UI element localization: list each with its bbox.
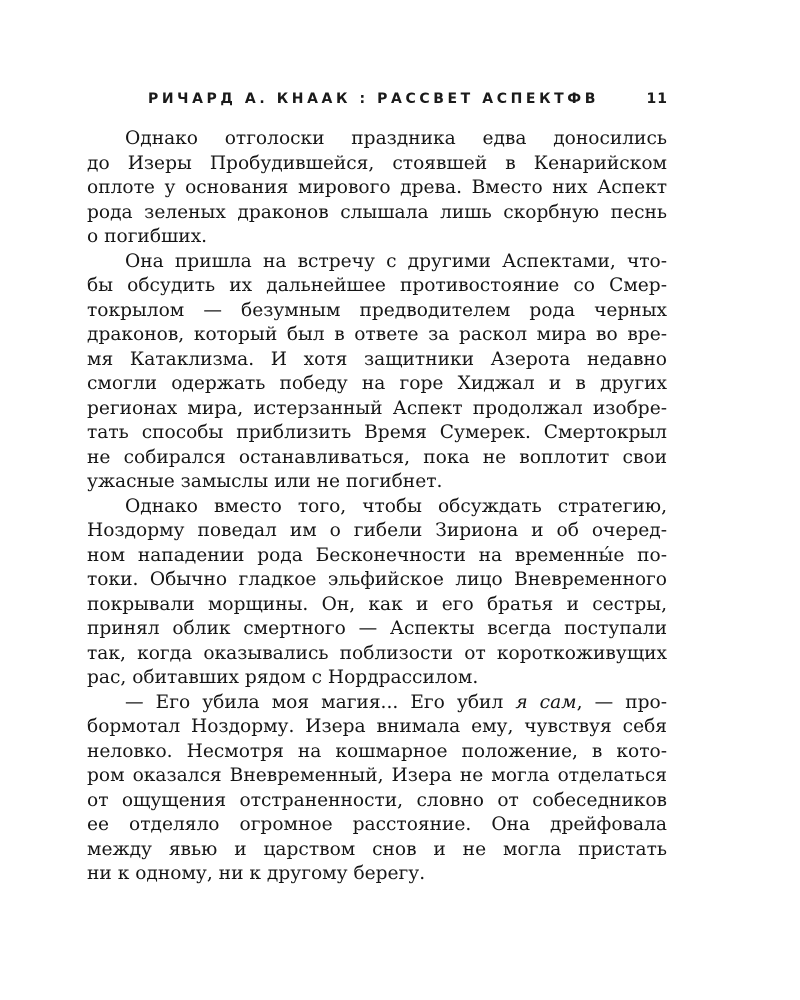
text-line: регионах мира, истерзанный Аспект продолжал изобре- [87,397,667,419]
text-segment: , — про- [576,691,668,713]
text-line: о погибших. [87,226,208,247]
text-line: бормотал Ноздорму. Изера внимала ему, чувствуя себя [87,716,667,737]
text-line: рас, обитавших рядом с Нордрассилом. [87,667,479,688]
text-line: ужасные замыслы или не погибнет. [87,471,443,492]
text-line: Ноздорму поведал им о гибели Зириона и об очеред- [87,520,667,541]
text-line: ее отделяло огромное расстояние. Она дрейфовала [87,814,667,835]
text-line: драконов, который был в ответе за раскол мира во вре- [87,324,667,345]
text-line: между явью и царством снов и не могла пристать [87,838,667,860]
paragraph-4 [87,691,667,887]
text-line: ром оказался Вневременный, Изера не могла отделаться [87,765,667,786]
text-line: принял облик смертного — Аспекты всегда поступали [87,618,667,639]
paragraph-1 [87,127,667,250]
running-title: РИЧАРД А. КНААК : РАССВЕТ АСПЕКТФВ [148,91,600,107]
text-line: так, когда оказывались поблизости от короткоживущих [87,642,667,664]
text-line: от ощущения отстраненности, словно от собеседников [87,789,667,811]
paragraph-3 [87,495,667,691]
text-line: покрывали морщины. Он, как и его братья и сестры, [87,593,667,615]
text-line: токрылом — безумным предводителем рода черных [87,299,667,321]
italic-emphasis: я сам [515,691,577,713]
running-header [148,91,668,113]
text-line: Она пришла на встречу с другими Аспектами, что- [125,250,667,272]
text-line: неловко. Несмотря на кошмарное положение, в кото- [87,740,667,762]
text-line: рода зеленых драконов слышала лишь скорбную песнь [87,201,667,223]
text-line: до Изеры Пробудившейся, стоявшей в Кенарийском [87,152,667,174]
text-line-with-italic [87,691,667,716]
text-line: не собирался останавливаться, пока не воплотит свои [87,446,667,468]
text-line: тать способы приблизить Время Сумерек. Смертокрыл [87,422,667,443]
text-line: ном нападении рода Бесконечности на временны́е по- [87,544,667,566]
paragraph-2 [87,250,667,495]
body-text [87,127,667,887]
text-segment: — Его убила моя магия... Его убил [125,691,516,713]
text-line: Однако отголоски праздника едва доносились [125,128,667,149]
text-line: токи. Обычно гладкое эльфийское лицо Вневременного [87,569,667,590]
page-number: 11 [646,91,668,107]
text-line: смогли одержать победу на горе Хиджал и в других [87,373,667,394]
text-line: мя Катаклизма. И хотя защитники Азерота недавно [87,348,667,370]
text-line: Однако вместо того, чтобы обсуждать стратегию, [125,495,667,517]
text-line: оплоте у основания мирового древа. Вместо них Аспект [87,177,667,198]
text-line: бы обсудить их дальнейшее противостояние со Смер- [87,275,667,296]
text-line: ни к одному, ни к другому берегу. [87,863,426,884]
